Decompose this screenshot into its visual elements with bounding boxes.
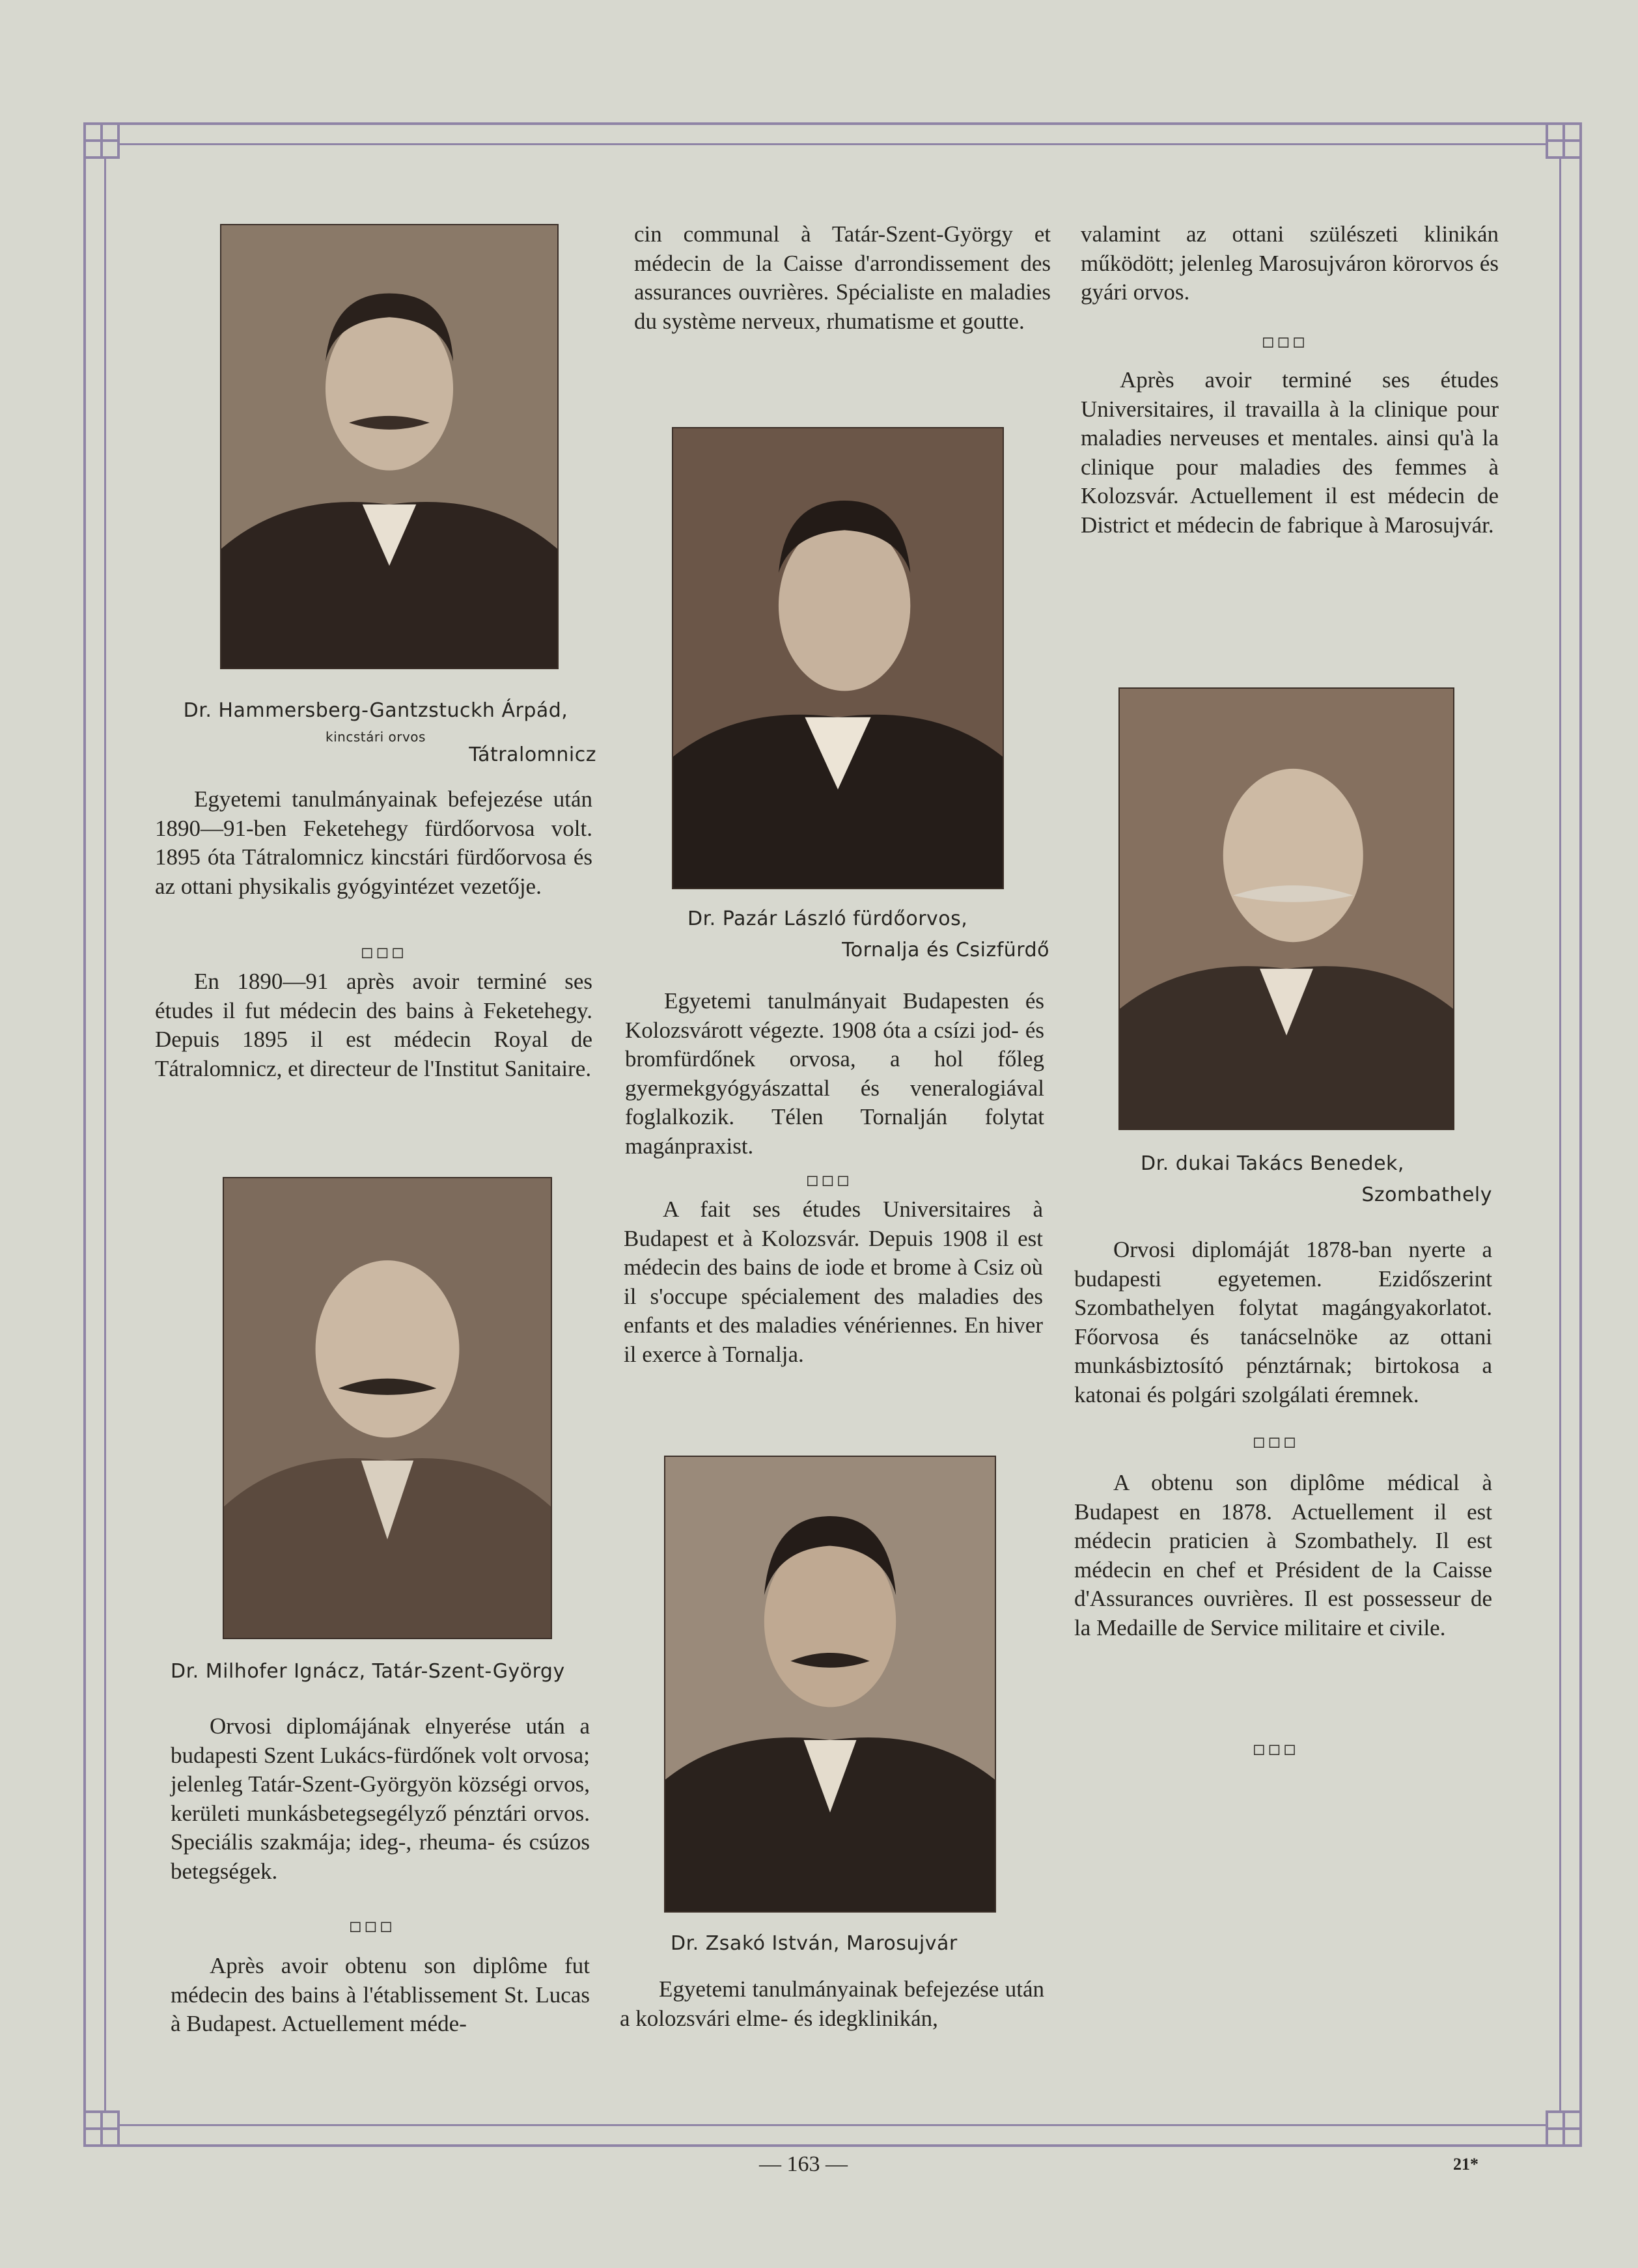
portrait-photo-pazar [672,427,1004,889]
portrait-caption: Dr. Hammersberg-Gantzstuckh Árpád, kincstári orvos [183,699,568,745]
text-block: En 1890—91 après avoir terminé ses études il fut médecin des bains à Feketehegy. Depuis 1895 il est médecin Royal de Tátralomnicz, et directeur de l'Institut Sanitaire. [155,969,592,1081]
separator-ornament: □□□ [1254,1739,1300,1759]
text-block: Egyetemi tanulmányainak befejezése után a kolozsvári elme- és idegklinikán, [620,1976,1044,2031]
separator-ornament: □□□ [807,1170,854,1190]
portrait-caption: Dr. dukai Takács Benedek, [1141,1152,1404,1175]
text-block: Egyetemi tanulmányainak befejezése után 1890—91-ben Feketehegy fürdőorvosa volt. 1895 óta Tátralomnicz kincstári fürdőorvosa és az ottani physikalis gyógyintézet vezetője. [155,786,592,899]
text-block: A obtenu son diplôme médical à Budapest en 1878. Actuellement il est médecin praticien à Szombathely. Il est médecin en chef et Président de la Caisse d'Assurances ouvrières. Il est possesseur de la Medaille de Service militaire et civile. [1074,1470,1492,1640]
separator-ornament: □□□ [1263,332,1309,352]
portrait-photo-zsako [664,1456,996,1913]
text-block: valamint az ottani szülészeti klinikán működött; jelenleg Marosujváron körorvos és gyári orvos. [1081,221,1499,305]
corner-ornament [83,2110,120,2147]
portrait-photo-takacs [1118,687,1454,1130]
corner-ornament [1546,2110,1582,2147]
portrait-caption: Dr. Zsakó István, Marosujvár [671,1932,958,1955]
portrait-caption: Dr. Milhofer Ignácz, Tatár-Szent-György [171,1660,565,1683]
text-block: Après avoir obtenu son diplôme fut médecin des bains à l'établissement St. Lucas à Budapest. Actuellement méde- [171,1953,590,2036]
page-number: — 163 — [759,2152,848,2176]
corner-ornament [1546,122,1582,159]
portrait-photo-milhofer [223,1177,552,1639]
separator-ornament: □□□ [1254,1432,1300,1452]
portrait-caption-place: Tornalja és Csizfürdő [842,939,1049,961]
portrait-caption-place: Szombathely [1361,1183,1492,1206]
signature-mark: 21* [1453,2155,1478,2174]
text-block: Egyetemi tanulmányait Budapesten és Kolozsvárott végezte. 1908 óta a csízi jod- és bromfürdőnek orvosa, a hol főleg gyermekgyógyászattal és veneralogiával foglalkozik. Télen Tornalján folytat magánpraxist. [625,988,1044,1159]
portrait-caption: Dr. Pazár László fürdőorvos, [687,907,968,930]
text-block: Après avoir terminé ses études Universitaires, il travailla à la clinique pour maladies nerveuses et mentales. ainsi qu'à la clinique pour maladies des femmes à Kolozsvár. Actuellement il est médecin de District et médecin de fabrique à Marosujvár. [1081,367,1499,538]
separator-ornament: □□□ [362,943,408,962]
text-block: Orvosi diplomájának elnyerése után a budapesti Szent Lukács-fürdőnek volt orvosa; jelenleg Tatár-Szent-Györgyön községi orvos, kerületi munkásbetegsegélyző pénztári orvos. Speciális szakmája; ideg-, rheuma- és csúzos betegségek. [171,1713,590,1884]
separator-ornament: □□□ [350,1916,396,1936]
text-block: Orvosi diplomáját 1878-ban nyerte a budapesti egyetemen. Ezidőszerint Szombathelyen folytat magángyakorlatot. Főorvosa és tanácselnöke az ottani munkásbiztosító pénztárnak; birtokosa a katonai és polgári szolgálati éremnek. [1074,1237,1492,1407]
portrait-photo-hammersberg [220,224,559,669]
portrait-caption-place: Tátralomnicz [469,743,596,766]
text-block: A fait ses études Universitaires à Budapest et à Kolozsvár. Depuis 1908 il est médecin des bains de iode et brome à Csiz où il s'occupe spécialement des maladies des enfants et des maladies vénériennes. En hiver il exerce à Tornalja. [624,1196,1043,1367]
text-block: cin communal à Tatár-Szent-György et médecin de la Caisse d'arrondissement des assurances ouvrières. Spécialiste en maladies du système nerveux, rhumatisme et goutte. [634,221,1051,334]
corner-ornament [83,122,120,159]
